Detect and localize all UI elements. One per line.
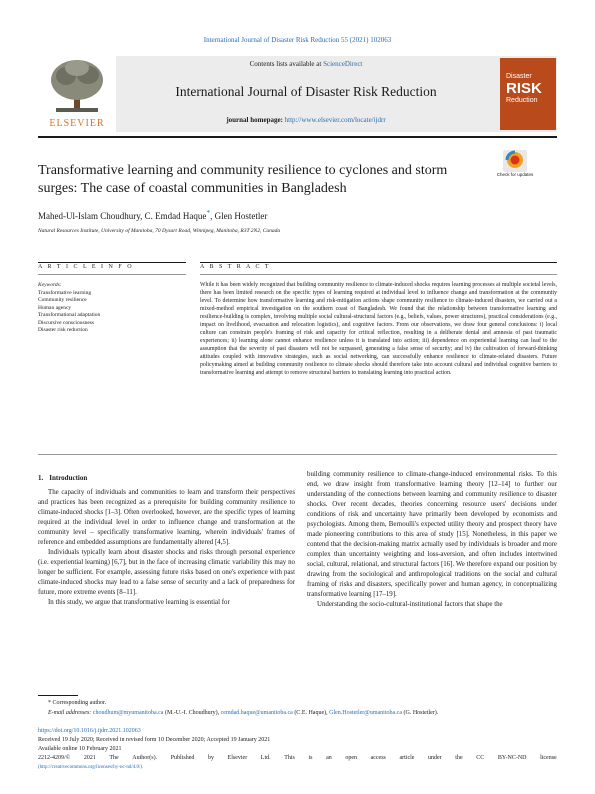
masthead-rule: [38, 136, 557, 138]
abstract-heading: A B S T R A C T: [200, 264, 271, 270]
body-paragraph: Understanding the socio-cultural-institutional factors that shape the: [317, 601, 503, 608]
license-word: an: [326, 755, 332, 761]
keyword-item: Transformational adaptation: [38, 312, 101, 318]
license-word: Published: [170, 755, 195, 761]
author-sep-2: ,: [210, 211, 215, 221]
email-who-3: (G. Hostetler).: [401, 709, 439, 716]
email-label: E-mail addresses:: [48, 709, 92, 716]
abstract-subrule: [200, 274, 557, 275]
cover-line2: RISK: [506, 80, 542, 97]
article-title: Transformative learning and community resilience to cyclones and storm surges: The case of coastal communities in Bangladesh: [38, 163, 448, 196]
license-word: access: [370, 755, 386, 761]
keyword-item: Community resilience: [38, 297, 87, 303]
elsevier-logo: [38, 56, 116, 132]
email-line: [38, 709, 557, 719]
section-number: 1.: [38, 474, 44, 482]
contents-line: [116, 60, 496, 68]
email-who-2: (C.E. Haque),: [292, 709, 330, 716]
license-line: [38, 754, 557, 763]
journal-title: International Journal of Disaster Risk Reduction: [175, 84, 437, 99]
doi-link[interactable]: https://doi.org/10.1016/j.ijdrr.2021.102063: [38, 728, 141, 734]
section-title: Introduction: [49, 474, 88, 482]
article-info-heading: A R T I C L E I N F O: [38, 264, 134, 270]
license-word: is: [308, 755, 313, 761]
footnotes: [38, 699, 557, 718]
footnote-rule: [38, 695, 78, 696]
email-who-1: (M.-U.-I. Choudhury),: [163, 709, 221, 716]
abstract-text: While it has been widely recognized that building community resilience to climate-induced shocks requires learning processes at multiple societal levels, there has been limited research on the specific types of learning required at individual level to influence change and transformation at the community level. To determine how transformative learning and risk-mitigation actions shape community resilience to climate-induced disasters, we carried out a mixed-method empirical investigation on the southern coast of Bangladesh. We found that the relationship between transformative learning and resilience-building is complex, involving multiple social cultural-structural factors (e.g., beliefs, values, power structures), practical considerations (e.g., impact on livelihood, evacuation and relocation logistics), and cognitive factors. From our observations, we draw four general conclusions: i) local culture can constrain people's framing of risk and capacity for critical reflection, resulting in a deliberate denial and amnesia of past traumatic experiences; ii) learning alone cannot enhance resilience unless it is translated into action; iii) dependence on experiential learning can lead to the assumption that the severity of past disasters will not be surpassed, generating a false sense of security; and iv) the cultivation of forward-thinking attitudes coupled with innovative strategies, such as social networking, can successfully enhance resilience to climate-related disasters. Future policymaking aimed at building community resilience to climate shocks should therefore take into account cultural and individual cognitive barriers to transformative learning and attempt to remove structural barriers to translating learning into practical action.: [200, 282, 557, 376]
journal-cover[interactable]: [500, 58, 556, 130]
sciencedirect-link[interactable]: ScienceDirect: [323, 60, 363, 68]
email-link-2[interactable]: cemdad.haque@umanitoba.ca: [220, 709, 293, 716]
license-link[interactable]: (http://creativecommons.org/licenses/by-nc-nd/4.0/).: [38, 765, 144, 770]
received-dates: Received 19 July 2020; Received in revised form 10 December 2020; Accepted 19 January 2021: [38, 737, 271, 743]
license-word: license: [540, 755, 557, 761]
license-word: 2021: [83, 755, 96, 761]
check-for-updates-label: Check for updates: [496, 172, 534, 177]
keywords-block: [38, 282, 188, 335]
online-date: Available online 10 February 2021: [38, 746, 122, 752]
email-link-1[interactable]: choudhum@myumanitoba.ca: [92, 709, 164, 716]
license-word: Ltd.: [260, 755, 271, 761]
check-for-updates-badge[interactable]: [496, 150, 534, 180]
body-left-column: [38, 488, 295, 608]
body-paragraph: building community resilience to climate-change-induced environmental risks. To this end, we draw insight from transformative learning theory [12–14] to further our understanding of the connections between learning and community resilience to disaster shocks. Over recent decades, theories concerning resource users' decisions under conditions of risk and uncertainty have primarily been developed by economists and psychologists. Among them, Bernoulli's expected utility theory and prospect theory have made pioneering contributions to this area of study [15]. Nonetheless, in this paper we contend that the decision-making matrix actually used by individuals is broader and more complex than uncertainty weighting and loss-aversion, and often includes intertwined social, cultural, relational, and structural factors [16]. We therefore expand our position by drawing from the sociological and anthropological traditions on the social and cultural framing of risks and disasters, specifically power and human agency, in conceptualizing transformative learning [17–19].: [307, 471, 557, 598]
elsevier-wordmark: ELSEVIER: [49, 118, 105, 129]
author-sep-1: ,: [140, 211, 145, 221]
author-3[interactable]: Glen Hostetler: [214, 211, 268, 221]
section-heading: [38, 474, 87, 482]
keywords-label: Keywords:: [38, 282, 62, 288]
keyword-item: Discursive consciousness: [38, 319, 95, 326]
cover-text: [506, 72, 542, 105]
article-info-rule: [38, 262, 186, 263]
body-paragraph: The capacity of individuals and communities to learn and transform their perspectives and practices has been recognized as a prerequisite for building community resilience to climate-induced shocks [1–3]. Often overlooked, however, are the specific types of learning required at the individual level in order to influence change and transformation at the community level – specifically transformative learning, wherein individuals' frames of reference and embedded assumptions are fundamentally altered [4,5].: [38, 489, 295, 546]
keyword-item: Disaster risk reduction: [38, 327, 88, 333]
license-word: open: [345, 755, 357, 761]
license-word: 2212-4209/©: [38, 755, 71, 761]
homepage-line: [116, 116, 496, 124]
corresponding-note: * Corresponding author.: [48, 700, 107, 706]
keyword-item: Transformative learning: [38, 289, 92, 296]
body-paragraph: In this study, we argue that transformative learning is essential for: [48, 599, 230, 606]
publication-info: [38, 727, 557, 772]
license-word: article: [399, 755, 415, 761]
body-paragraph: Individuals typically learn about disaster shocks and risks through personal experience (i.e. experiential learning) [6,7], but in the face of increasing climatic variability this may no longer be sufficient. For example, assessing future risks based on one's experience with past climate-induced shocks may lead to a false sense of security and a lack of preparedness for future, more extreme events [8–11].: [38, 549, 295, 596]
abstract-end-rule: [38, 454, 557, 455]
author-list: [38, 208, 538, 221]
license-word: Elsevier: [227, 755, 248, 761]
keyword-item: Human agency: [38, 304, 72, 311]
affiliation: Natural Resources Institute, University of Manitoba, 70 Dysart Road, Winnipeg, Manitoba, R3T 2N2, Canada: [38, 228, 281, 234]
body-right-column: [307, 470, 557, 610]
article-info-subrule: [38, 274, 186, 275]
homepage-link[interactable]: http://www.elsevier.com/locate/ijdrr: [284, 116, 386, 124]
license-word: under: [428, 755, 442, 761]
license-word: Author(s).: [132, 755, 158, 761]
email-link-3[interactable]: Glen.Hostetler@umanitoba.ca: [329, 709, 402, 716]
author-1[interactable]: Mahed-Ul-Islam Choudhury: [38, 211, 141, 221]
running-head[interactable]: [0, 36, 595, 44]
homepage-label: journal homepage:: [226, 116, 283, 124]
abstract-rule: [200, 262, 557, 263]
license-word: The: [109, 755, 119, 761]
cover-line3: Reduction: [506, 97, 538, 104]
license-word: This: [284, 755, 295, 761]
contents-prefix: Contents lists available at: [249, 60, 322, 68]
running-head-link[interactable]: International Journal of Disaster Risk Reduction 55 (2021) 102063: [203, 36, 392, 44]
license-word: BY-NC-ND: [497, 755, 527, 761]
license-word: the: [455, 755, 463, 761]
author-2[interactable]: C. Emdad Haque: [144, 211, 207, 221]
elsevier-tree-icon: [48, 58, 106, 116]
cover-line1: Disaster: [506, 73, 532, 80]
license-word: by: [207, 755, 214, 761]
corresponding-mark[interactable]: *: [206, 208, 211, 217]
license-word: CC: [476, 755, 485, 761]
check-for-updates-icon: [500, 150, 530, 172]
